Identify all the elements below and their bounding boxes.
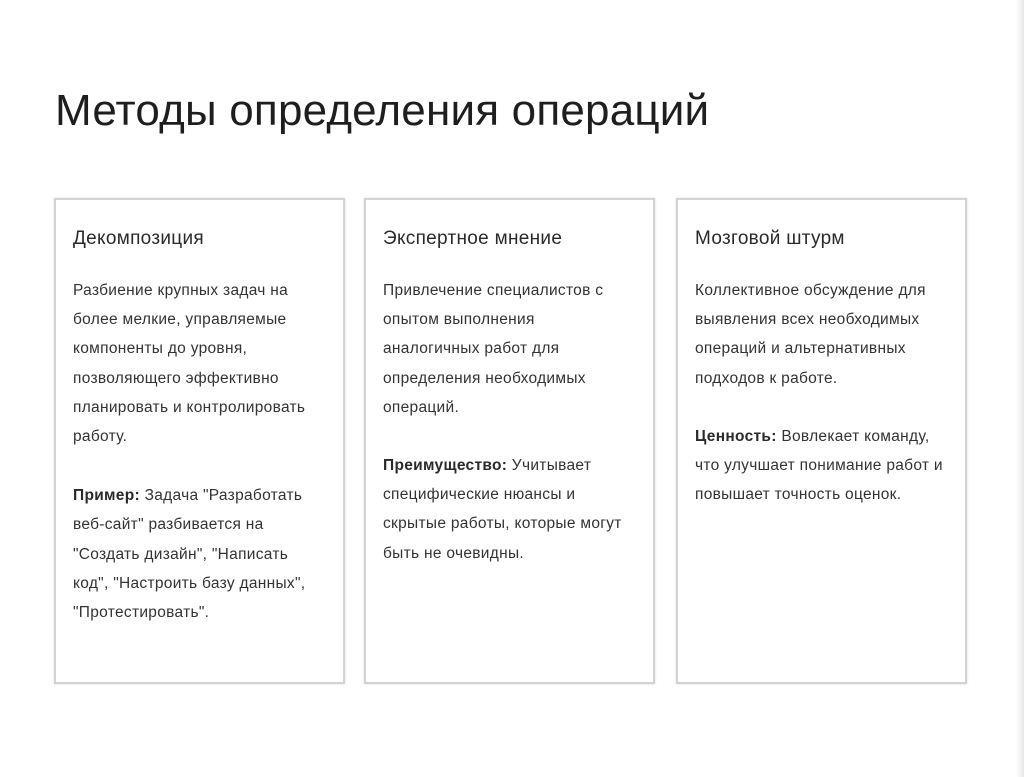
card-description: Привлечение специалистов с опытом выполнения аналогичных работ для определения необходимых операций.: [383, 282, 604, 416]
card-description: Разбиение крупных задач на более мелкие, управляемые компоненты до уровня, позволяющего эффективно планировать и контролировать работу.: [73, 282, 306, 446]
card-note: [695, 422, 948, 510]
method-card-expert-opinion: [364, 198, 655, 684]
card-note-text: Вовлекает команду, что улучшает понимание работ и повышает точность оценок.: [695, 427, 943, 504]
card-note-text: Задача "Разработать веб-сайт" разбивается на "Создать дизайн", "Написать код", "Настроить базу данных", "Протестировать".: [73, 487, 306, 622]
card-note-label: Ценность:: [695, 427, 777, 445]
method-card-decomposition: [54, 198, 345, 684]
card-note: [73, 481, 326, 627]
card-note-text: Учитывает специфические нюансы и скрытые работы, которые могут быть не очевидны.: [383, 457, 622, 562]
card-note: [383, 451, 636, 568]
method-card-brainstorming: [676, 198, 967, 684]
card-title: Экспертное мнение: [383, 228, 563, 249]
slide-title: Методы определения операций: [55, 86, 710, 135]
slide-frame-edge: [1016, 0, 1024, 777]
card-title: Декомпозиция: [73, 228, 204, 249]
card-note-label: Пример:: [73, 487, 140, 505]
card-note-label: Преимущество:: [383, 457, 508, 475]
card-title: Мозговой штурм: [695, 228, 845, 249]
card-description: Коллективное обсуждение для выявления всех необходимых операций и альтернативных подходов к работе.: [695, 282, 926, 387]
